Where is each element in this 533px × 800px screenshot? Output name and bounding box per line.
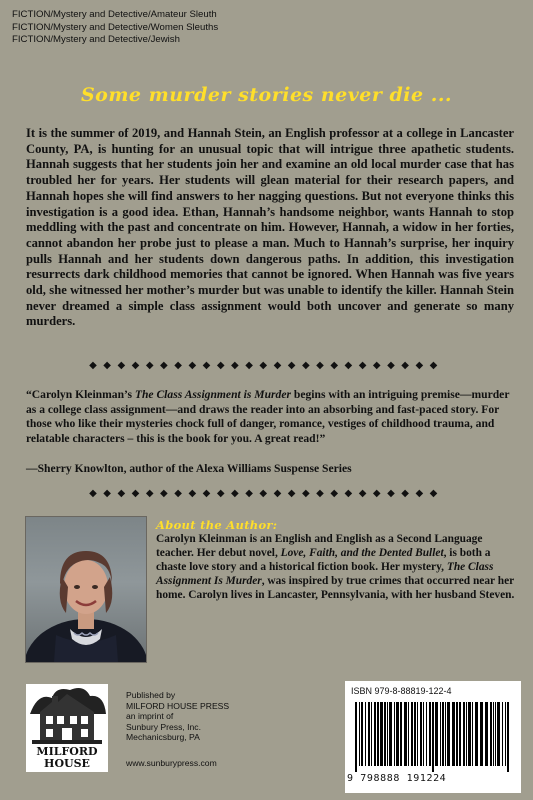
category-line: FICTION/Mystery and Detective/Amateur Sleuth xyxy=(12,9,217,20)
quote-body: begins with an intriguing premise—murder as a college class assignment—and draws the reader into an absorbing and fast-paced story. For those who like their mysteries chock full of danger, romance, vestiges of childhood trauma, and relatable characters – this is the book for you. A great read!” xyxy=(26,388,510,445)
about-text-part: , was inspired by true crimes that occurred near her home. Carolyn lives in Lancaster, Pennsylvania, with her husband Steven. xyxy=(156,574,515,601)
category-line: FICTION/Mystery and Detective/Jewish xyxy=(12,34,180,45)
logo-wordmark xyxy=(26,746,108,770)
publisher-website: www.sunburypress.com xyxy=(126,758,217,768)
publisher-line: an imprint of xyxy=(126,711,174,722)
mystery-book-title: The Class Assignment Is Murder xyxy=(156,560,494,587)
publisher-info xyxy=(126,690,229,743)
category-line: FICTION/Mystery and Detective/Women Sleuths xyxy=(12,21,219,33)
diamond-separator-bottom: ◆◆◆◆◆◆◆◆◆◆◆◆◆◆◆◆◆◆◆◆◆◆◆◆◆ xyxy=(89,488,444,499)
review-quote xyxy=(26,388,518,446)
about-author-heading: About the Author: xyxy=(156,518,278,532)
book-blurb: It is the summer of 2019, and Hannah Stein, an English professor at a college in Lancaster County, PA, is hunting for an unusual topic that will intrigue three apathetic students. Hannah suggests that her students join her and examine an old local murder case that has troubled her for years. Her students will glean material for their research papers, and Hannah hopes she will find answers to her nagging questions. But not everyone thinks this investigation is a good idea. Ethan, Hannah’s handsome neighbor, wants Hannah to stop meddling with the past and concentrate on him. However, Hannah, a widow in her forties, cannot abandon her probe just to please a man. Much to Hannah’s surprise, her inquiry pulls Hannah and her students down dangerous paths. In addition, this investigation resurrects dark childhood memories that cannot be ignored. When Hannah was five years old, she witnessed her mother’s murder but was unable to identify the killer. Hannah Stein never dreamed a simple class assignment would both uncover and generate so many murders. xyxy=(26,126,514,329)
isbn-barcode-box xyxy=(345,681,521,793)
tagline: Some murder stories never die ... xyxy=(80,84,453,106)
about-text-part: Carolyn Kleinman is an English and English as a Second Language teacher. Her debut novel, xyxy=(156,533,483,559)
quote-attribution: —Sherry Knowlton, author of the Alexa Williams Suspense Series xyxy=(26,462,352,475)
publisher-line: MILFORD HOUSE PRESS xyxy=(126,700,230,711)
author-portrait-image xyxy=(26,517,146,662)
quote-lead: “Carolyn Kleinman’s xyxy=(26,388,135,401)
house-logo-icon xyxy=(26,684,108,746)
barcode-number: 9 798888 191224 xyxy=(347,773,447,784)
publisher-line: Published by xyxy=(126,690,176,700)
publisher-line: Sunbury Press, Inc. xyxy=(126,721,201,732)
logo-line: HOUSE xyxy=(44,757,90,770)
debut-novel-title: Love, Faith, and the Dented Bullet xyxy=(280,546,444,559)
diamond-separator-top: ◆◆◆◆◆◆◆◆◆◆◆◆◆◆◆◆◆◆◆◆◆◆◆◆◆ xyxy=(89,360,444,371)
category-list xyxy=(12,9,218,47)
publisher-line: Mechanicsburg, PA xyxy=(126,732,200,743)
quote-book-title: The Class Assignment is Murder xyxy=(134,388,291,401)
about-author-text xyxy=(156,533,516,603)
about-text-part: , is both a chaste love story and a historical fiction book. Her mystery, xyxy=(156,546,491,573)
barcode-icon xyxy=(355,702,511,772)
milford-house-logo xyxy=(26,684,108,772)
author-photo xyxy=(25,516,147,663)
isbn-label: ISBN 979-8-88819-122-4 xyxy=(351,686,452,696)
logo-line: MILFORD xyxy=(36,745,98,758)
